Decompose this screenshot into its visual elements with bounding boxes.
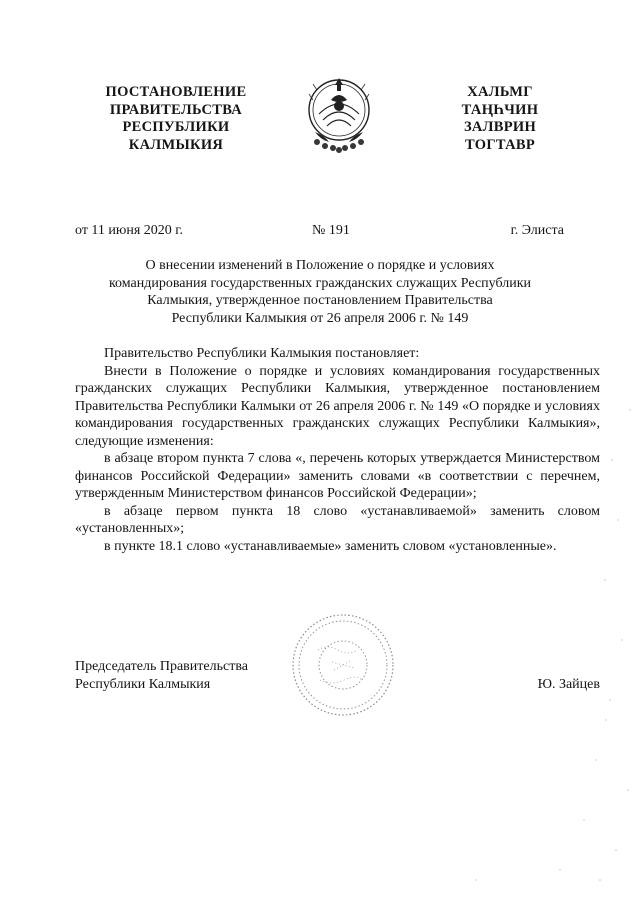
issuer-line: ЗАЛВРИН [463,119,537,135]
issuer-title-russian [92,84,260,154]
position-line: Председатель Правительства [75,659,248,674]
date-number-line [75,222,564,240]
position-line: Республики Калмыкия [75,677,211,692]
document-number: № 191 [312,223,350,238]
signatory-name: Ю. Зайцев [537,677,600,692]
issuer-line: РЕСПУБЛИКИ [122,119,230,135]
document-date: от 11 июня 2020 г. [75,223,183,238]
issuer-title-kalmyk [441,84,559,154]
body-paragraph: в абзаце втором пункта 7 слова «, перечень которых утверждается Министерством финансов Российской Федерации» заменить словами «в соответствии с перечнем, утвержденным Министерством финансов Российской Федерации»; [75,451,600,501]
document-city: г. Элиста [510,223,564,238]
issuer-line: КАЛМЫКИЯ [128,136,224,153]
title-line: Республики Калмыкия от 26 апреля 2006 г. № 149 [171,310,469,326]
issuer-line: ПОСТАНОВЛЕНИЕ [105,84,247,100]
signatory-position [75,658,600,694]
issuer-line: ТОГТАВР [464,136,536,153]
issuer-line: ХАЛЬМГ [467,84,533,100]
signature-block [75,658,600,694]
coat-of-arms-emblem-icon [303,70,375,156]
document-body [75,345,600,555]
title-line: командирования государственных гражданских служащих Республики [108,275,532,291]
body-paragraph: Внести в Положение о порядке и условиях командирования государственных гражданских служащих Республики Калмыкия, утвержденное постановлением Правительства Республики Калмыки от 26 апреля 2006 г. № 149 «О порядке и условиях командирования государственных гражданских служащих Республики Калмыкия», следующие изменения: [75,363,600,449]
title-line: О внесении изменений в Положение о порядке и условиях [145,258,495,273]
body-paragraph: Правительство Республики Калмыкия постановляет: [104,346,420,361]
issuer-line: ПРАВИТЕЛЬСТВА [109,101,243,118]
issuer-line: ТАҢҺЧИН [461,101,539,118]
body-paragraph: в абзаце первом пункта 18 слово «устанавливаемой» заменить словом «установленных»; [75,503,600,536]
document-title [70,257,570,327]
body-paragraph: в пункте 18.1 слово «устанавливаемые» заменить словом «установленные». [104,538,557,554]
title-line: Калмыкия, утвержденное постановлением Правительства [147,293,493,308]
